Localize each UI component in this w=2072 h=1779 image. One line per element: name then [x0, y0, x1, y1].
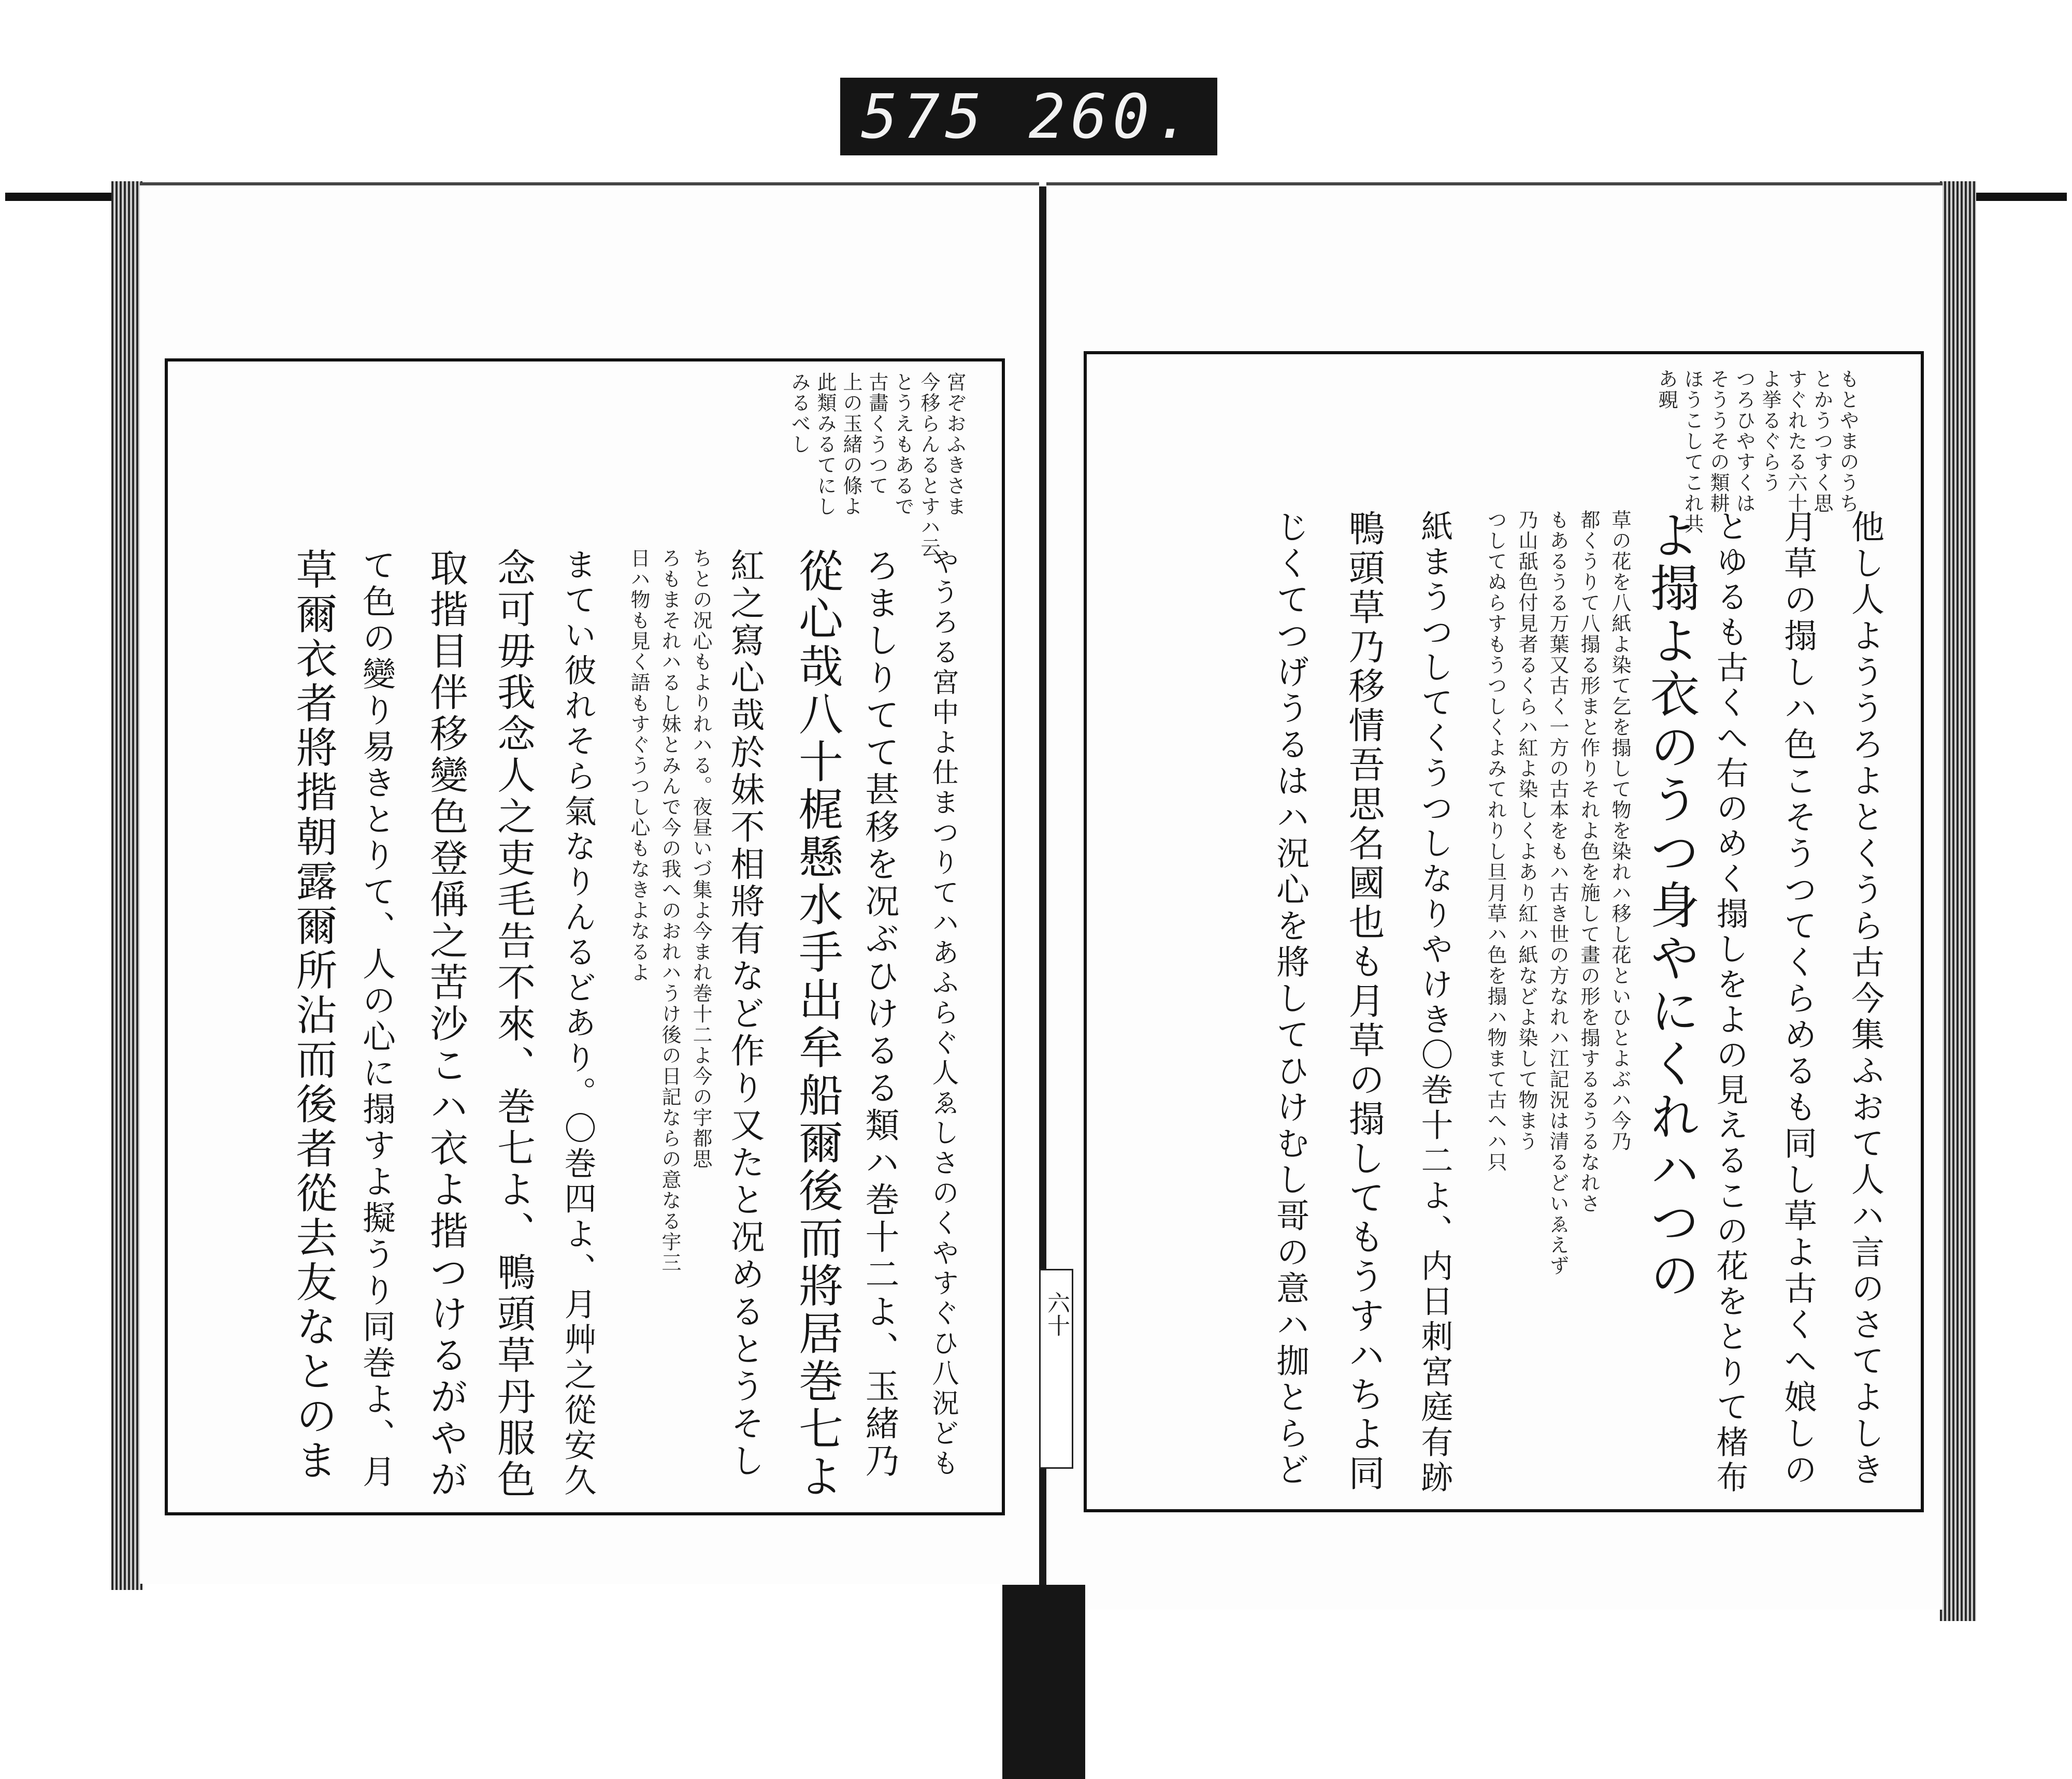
- call-number-left: 575: [861, 81, 987, 152]
- text-column: 草爾衣者將揩朝露爾所沾而後者從去友なとのま: [289, 548, 337, 1483]
- text-column: やうろる宮中よ仕まつりてハあふらぐ人ゑしさのくやすぐひ八況ども: [927, 548, 958, 1479]
- headnote: ほうこしてこれ共: [1681, 369, 1704, 534]
- folio-label: 六十: [1043, 1291, 1070, 1337]
- headnote: とうえもあるで: [891, 372, 914, 517]
- text-column: まてい彼れそら氣なりんるどあり。〇巻四よ、月艸之從安久: [559, 548, 597, 1499]
- text-column: 紙まうつしてくうつしなりやけき〇巻十二よ、内日刺宮庭有跡: [1416, 510, 1454, 1496]
- text-column: 他し人よううろよとくうら古今集ふおて人ハ言のさてよしき: [1846, 510, 1884, 1488]
- headnote: もとやまのうち: [1836, 369, 1859, 514]
- headnote: そううその類耕: [1707, 369, 1730, 514]
- small-text-column: 草の花を八紙よ染て乞を搨して物を染れハ移し花といひとよぶハ今乃: [1608, 510, 1631, 1152]
- small-text-column: つしてぬらすもうつしくよみてれりし旦月草ハ色を搨ハ物まて古へハ只: [1484, 510, 1507, 1173]
- small-text-column: 乃山舐色付見者るくらハ紅よ染しくよあり紅ハ紙などよ染して物まう: [1515, 510, 1538, 1152]
- headnote: とかうつすく思: [1810, 369, 1833, 514]
- small-text-column: ろもまそれハるし妹とみんで今の我へのおれハうけ後の日記ならの意なる宇三: [658, 548, 681, 1273]
- small-text-column: もあるうる万葉又古く一方の古本をもハ古き世の方なれハ江記況は清るどいゑえず: [1546, 510, 1569, 1276]
- text-column: とゆるも古くへ右のめく搨しをよの見えるこの花をとりて楮布: [1711, 510, 1749, 1496]
- headnote: 宮ぞおふきさま: [943, 372, 966, 517]
- text-column: じくてつげうるはハ況心を將してひけむし哥の意ハ拁とらど: [1271, 510, 1309, 1488]
- call-number-right: 260.: [1028, 81, 1197, 152]
- small-text-column: 日ハ物も見く語もすぐうつし心もなきよなるよ: [627, 548, 650, 983]
- text-column: 念可毋我念人之吏毛告不來、巻七よ、鴨頭草丹服色: [491, 548, 536, 1501]
- spine-clamp: [1002, 1585, 1085, 1779]
- text-column: 取揩目伴移變色登偁之苦沙こハ衣よ揩つけるがやが: [424, 548, 468, 1501]
- headnote: よ挙るぐらう: [1759, 369, 1781, 493]
- text-column: て色の變り易きとりて、人の心に搨すよ擬うり同巻よ、月: [357, 548, 395, 1491]
- headnote: 此類みるてにし: [814, 372, 837, 517]
- small-text-column: 都くうりて八搨る形まと作りそれよ色を施して畫の形を搨するるうるなれさ: [1577, 510, 1600, 1214]
- text-column: 紅之寫心哉於妹不相將有など作り又たと况めるとうそし: [725, 548, 765, 1480]
- text-column: 從心哉八十梶懸水手出牟船爾後而將居巻七よ: [791, 548, 843, 1501]
- text-column: ろましりてて甚移を况ぶひけるる類ハ巻十二よ、玉緒乃: [859, 548, 899, 1480]
- headnote: あ覡: [1655, 369, 1678, 410]
- headnote: みるべし: [788, 372, 811, 455]
- headnote: 今移らんるとすハ云: [917, 372, 940, 558]
- headnote: つろひやすくは: [1733, 369, 1756, 514]
- left-page-edges: [111, 181, 142, 1590]
- headnote: すぐれたる六十: [1785, 369, 1807, 514]
- headnote: 上の玉緒の條よ: [840, 372, 862, 517]
- folio-number: [1039, 1269, 1073, 1469]
- text-column: 鴨頭草乃移情吾思名國也も月草の搨してもうすハちよ同: [1343, 510, 1385, 1494]
- headnote: 古畵くうつて: [866, 372, 888, 496]
- right-text-frame: [1084, 351, 1924, 1512]
- text-column: よ搨よ衣のうつ身やにくれハつの: [1642, 510, 1700, 1302]
- text-column: 月草の搨しハ色こそうつてくらめるも同し草よ古くへ娘しの: [1778, 510, 1817, 1488]
- call-number-plate: [840, 78, 1217, 155]
- left-text-frame: [165, 358, 1005, 1515]
- small-text-column: ちとの况心もよりれハる。夜昼いづ集よ今まれ巻十二よ今の宇都思: [689, 548, 712, 1169]
- right-page-edges: [1940, 181, 1976, 1621]
